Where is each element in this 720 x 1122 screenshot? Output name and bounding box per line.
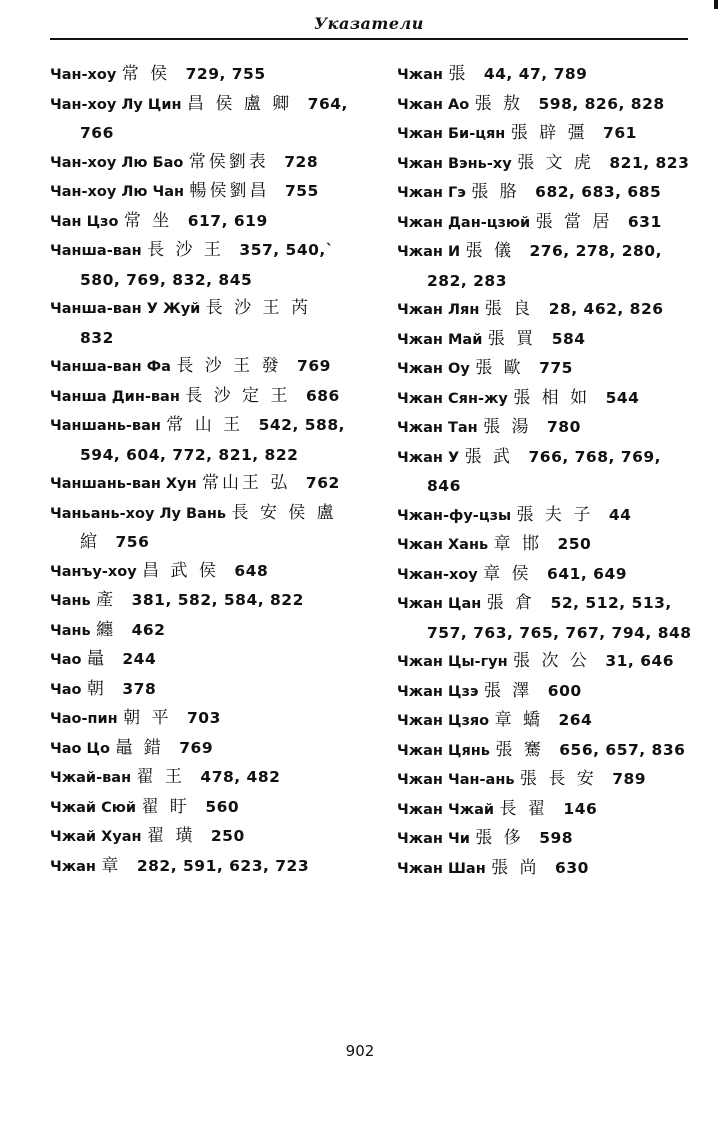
page-number: 902 xyxy=(345,1042,375,1060)
entry-hanzi: 翟 盱 xyxy=(141,796,190,817)
entry-pages: 146 xyxy=(563,799,598,818)
entry-hanzi: 張 澤 xyxy=(483,680,533,701)
entry-term: Чанша-ван xyxy=(50,243,142,259)
entry-pages: 648 xyxy=(234,561,269,580)
entry-hanzi: 暢侯劉昌 xyxy=(189,181,270,201)
entry-hanzi: 張 尚 xyxy=(491,857,540,878)
entry-pages: 789 xyxy=(612,770,647,788)
entry-pages: 276, 278, 280, 282, 283 xyxy=(427,242,662,290)
entry-pages: 630 xyxy=(555,858,589,877)
entry-pages: 44, 47, 789 xyxy=(483,65,588,83)
entry-hanzi: 張 文 虎 xyxy=(517,152,594,173)
entry-term: Чжан Лян xyxy=(397,302,480,318)
entry-hanzi: 張 儀 xyxy=(465,241,514,261)
index-entry xyxy=(397,647,697,677)
entry-term: Чанша-ван Фа xyxy=(50,359,171,375)
index-entry xyxy=(50,411,350,469)
entry-hanzi: 鼂 xyxy=(86,649,107,669)
entry-term: Чань xyxy=(50,622,91,639)
entry-term: Чжан xyxy=(397,67,443,83)
entry-hanzi: 常侯劉表 xyxy=(188,151,269,172)
entry-pages: 598 xyxy=(539,829,574,847)
index-column-right xyxy=(397,60,697,883)
index-entry xyxy=(50,236,350,294)
entry-hanzi: 張 歐 xyxy=(475,358,524,378)
entry-pages: 250 xyxy=(557,535,592,553)
corner-mark xyxy=(714,0,718,9)
entry-term: Чжан У xyxy=(397,449,460,466)
entry-pages: 631 xyxy=(627,212,662,231)
entry-term: Чанша Дин-ван xyxy=(50,388,180,405)
entry-pages: 52, 512, 513, 757, 763, 765, 767, 794, 848 xyxy=(427,594,692,642)
entry-term: Чжан Чан-ань xyxy=(397,772,515,788)
entry-term: Чжан Чи xyxy=(397,831,470,847)
entry-pages: 282, 591, 623, 723 xyxy=(136,856,310,875)
index-entry xyxy=(50,499,350,557)
entry-hanzi: 鼂 錯 xyxy=(115,737,164,758)
entry-term: Чан-хоу xyxy=(50,67,117,83)
entry-term: Чжан Цан xyxy=(397,596,482,612)
entry-hanzi: 張 武 xyxy=(464,446,513,467)
index-entry xyxy=(397,237,697,295)
index-entry xyxy=(50,793,350,823)
entry-hanzi: 張 騫 xyxy=(495,739,544,760)
entry-pages: 769 xyxy=(297,357,331,375)
entry-term: Чао xyxy=(50,652,82,668)
entry-hanzi: 長 翟 xyxy=(499,798,548,819)
entry-hanzi: 張 次 公 xyxy=(513,651,590,671)
entry-pages: 766, 768, 769, 846 xyxy=(427,447,662,495)
entry-hanzi: 產 xyxy=(96,590,117,610)
entry-term: Чжан Шан xyxy=(397,860,486,877)
index-entry xyxy=(397,119,697,149)
entry-hanzi: 章 蟜 xyxy=(494,710,543,730)
index-entry xyxy=(50,294,350,352)
entry-pages: 764, 766 xyxy=(80,94,348,142)
entry-pages: 478, 482 xyxy=(200,768,281,786)
entry-hanzi: 常 山 王 xyxy=(166,415,244,435)
index-entry xyxy=(50,382,350,412)
entry-hanzi: 章 侯 xyxy=(483,563,532,584)
entry-hanzi: 常山王 弘 xyxy=(202,473,291,493)
entry-term: Чан-хоу Лю Бао xyxy=(50,154,184,171)
index-entry xyxy=(397,560,697,590)
entry-hanzi: 張 良 xyxy=(484,299,534,319)
entry-hanzi: 長 沙 定 王 xyxy=(185,385,291,406)
index-entry xyxy=(50,148,350,178)
entry-pages: 703 xyxy=(187,709,221,727)
entry-hanzi: 張 買 xyxy=(487,328,537,349)
index-entry xyxy=(397,178,697,208)
entry-term: Чжан Гэ xyxy=(397,185,466,201)
index-entry xyxy=(397,795,697,825)
header-rule xyxy=(50,38,688,40)
entry-term: Чанъу-хоу xyxy=(50,563,137,580)
entry-hanzi: 長 沙 王 芮 xyxy=(205,298,311,318)
index-entry xyxy=(397,149,697,179)
entry-pages: 250 xyxy=(210,827,245,845)
index-entry xyxy=(50,704,350,734)
entry-term: Чжан Хань xyxy=(397,537,489,553)
entry-pages: 756 xyxy=(115,533,150,551)
entry-hanzi: 昌 武 侯 xyxy=(142,560,219,581)
entry-pages: 769 xyxy=(179,738,214,757)
index-entry xyxy=(397,208,697,238)
index-entry xyxy=(397,589,697,647)
entry-pages: 598, 826, 828 xyxy=(538,94,665,113)
index-entry xyxy=(397,501,697,531)
index-entry xyxy=(50,207,350,237)
index-entry xyxy=(50,616,350,646)
entry-term: Чжан Цы-гун xyxy=(397,654,508,670)
entry-hanzi: 朝 xyxy=(86,678,107,699)
entry-hanzi: 翟 王 xyxy=(136,767,185,787)
index-entry xyxy=(50,645,350,675)
index-entry xyxy=(397,736,697,766)
index-entry xyxy=(397,706,697,736)
index-entry xyxy=(50,557,350,587)
entry-hanzi: 長 沙 王 發 xyxy=(176,356,282,376)
entry-pages: 462 xyxy=(131,620,166,639)
entry-term: Чанша-ван У Жуй xyxy=(50,301,201,317)
entry-pages: 264 xyxy=(558,711,593,729)
entry-pages: 641, 649 xyxy=(547,564,628,583)
entry-term: Чан-хоу Лю Чан xyxy=(50,184,185,200)
index-entry xyxy=(397,354,697,384)
entry-pages: 381, 582, 584, 822 xyxy=(131,591,304,609)
entry-pages: 378 xyxy=(122,679,157,698)
entry-hanzi: 張 湯 xyxy=(483,417,532,437)
entry-pages: 762 xyxy=(305,474,340,492)
entry-term: Чжан Цянь xyxy=(397,742,490,759)
entry-term: Чжай-ван xyxy=(50,770,132,786)
entry-hanzi: 章 邯 xyxy=(493,534,542,554)
entry-term: Чаньань-хоу Лу Вань xyxy=(50,505,227,522)
entry-hanzi: 長 安 侯 盧 綰 xyxy=(80,502,337,552)
entry-hanzi: 朝 平 xyxy=(123,708,172,728)
entry-pages: 656, 657, 836 xyxy=(559,740,686,759)
entry-pages: 729, 755 xyxy=(185,65,266,83)
index-entry xyxy=(397,90,697,120)
entry-hanzi: 張 倉 xyxy=(486,593,536,613)
entry-pages: 682, 683, 685 xyxy=(535,183,662,201)
entry-pages: 357, 540,` 580, 769, 832, 845 xyxy=(80,241,335,289)
entry-pages: 28, 462, 826 xyxy=(548,300,664,318)
index-entry xyxy=(50,469,350,499)
index-column-left xyxy=(50,60,350,881)
entry-hanzi: 張 夫 子 xyxy=(516,504,594,525)
running-head: Указатели xyxy=(314,14,424,33)
entry-term: Чань xyxy=(50,593,91,609)
entry-term: Чжан Цзяо xyxy=(397,713,490,729)
entry-term: Чжай Хуан xyxy=(50,829,142,845)
index-entry xyxy=(397,824,697,854)
entry-pages: 31, 646 xyxy=(605,652,675,670)
entry-hanzi: 張 敖 xyxy=(474,93,523,114)
entry-pages: 584 xyxy=(551,329,586,348)
index-entry xyxy=(397,854,697,884)
entry-pages: 560 xyxy=(205,797,240,816)
entry-term: Чжан Ао xyxy=(397,96,470,113)
entry-pages: 755 xyxy=(284,182,319,200)
index-entry xyxy=(50,177,350,207)
entry-term: Чжан Сян-жу xyxy=(397,390,508,407)
index-entry xyxy=(50,675,350,705)
entry-hanzi: 章 xyxy=(101,855,122,876)
entry-term: Чао-пин xyxy=(50,711,118,727)
index-entry xyxy=(50,822,350,852)
entry-term: Чжан Дан-цзюй xyxy=(397,214,531,231)
index-entry xyxy=(50,586,350,616)
entry-pages: 832 xyxy=(80,328,114,347)
entry-pages: 244 xyxy=(122,650,157,668)
entry-hanzi: 翟 璜 xyxy=(146,826,196,846)
entry-term: Чаншань-ван Хун xyxy=(50,476,197,492)
index-entry xyxy=(397,295,697,325)
entry-term: Чжан Чжай xyxy=(397,801,495,818)
entry-pages: 775 xyxy=(539,359,573,377)
entry-term: Чжан xyxy=(50,858,96,875)
entry-hanzi: 昌 侯 盧 卿 xyxy=(186,93,293,114)
index-entry xyxy=(397,325,697,355)
entry-term: Чжан Тан xyxy=(397,420,478,436)
entry-pages: 544 xyxy=(605,388,640,407)
entry-term: Чжан Вэнь-ху xyxy=(397,155,512,172)
index-entry xyxy=(50,352,350,382)
entry-hanzi: 張 辟 彊 xyxy=(510,123,588,143)
entry-term: Чжан Оу xyxy=(397,361,470,377)
entry-hanzi: 常 坐 xyxy=(123,210,173,231)
index-entry xyxy=(50,90,350,148)
entry-term: Чаншань-ван xyxy=(50,418,161,434)
index-entry xyxy=(397,384,697,414)
entry-term: Чао xyxy=(50,681,82,698)
entry-term: Чан-хоу Лу Цин xyxy=(50,96,182,113)
entry-term: Чжан И xyxy=(397,244,461,260)
entry-pages: 686 xyxy=(305,386,340,405)
entry-pages: 821, 823 xyxy=(609,153,690,172)
index-entry xyxy=(397,413,697,443)
entry-pages: 761 xyxy=(603,124,637,142)
entry-hanzi: 張 xyxy=(448,64,469,84)
entry-pages: 542, 588, 594, 604, 772, 821, 822 xyxy=(80,416,345,464)
entry-hanzi: 張 相 如 xyxy=(513,387,591,408)
entry-pages: 600 xyxy=(547,681,582,700)
entry-term: Чжан Цзэ xyxy=(397,683,479,700)
entry-term: Чжан Май xyxy=(397,331,483,348)
index-entry xyxy=(50,734,350,764)
entry-term: Чжай Сюй xyxy=(50,799,137,816)
index-entry xyxy=(50,763,350,793)
entry-hanzi: 張 當 居 xyxy=(535,211,613,232)
entry-pages: 617, 619 xyxy=(187,211,268,230)
entry-hanzi: 常 侯 xyxy=(121,64,171,84)
entry-term: Чао Цо xyxy=(50,740,110,757)
entry-hanzi: 纏 xyxy=(96,619,117,640)
entry-pages: 44 xyxy=(608,505,632,524)
entry-pages: 780 xyxy=(547,418,581,436)
entry-hanzi: 張 胳 xyxy=(471,182,520,202)
entry-hanzi: 張 侈 xyxy=(475,828,524,848)
entry-term: Чан Цзо xyxy=(50,213,119,230)
index-entry xyxy=(50,852,350,882)
entry-term: Чжан-хоу xyxy=(397,566,478,583)
index-entry xyxy=(397,443,697,501)
index-entry xyxy=(397,60,697,90)
index-entry xyxy=(50,60,350,90)
entry-pages: 728 xyxy=(284,152,319,171)
index-entry xyxy=(397,765,697,795)
entry-hanzi: 長 沙 王 xyxy=(147,240,224,260)
entry-hanzi: 張 長 安 xyxy=(519,769,597,789)
index-entry xyxy=(397,530,697,560)
entry-term: Чжан Би-цян xyxy=(397,126,506,142)
index-entry xyxy=(397,677,697,707)
entry-term: Чжан-фу-цзы xyxy=(397,507,512,524)
